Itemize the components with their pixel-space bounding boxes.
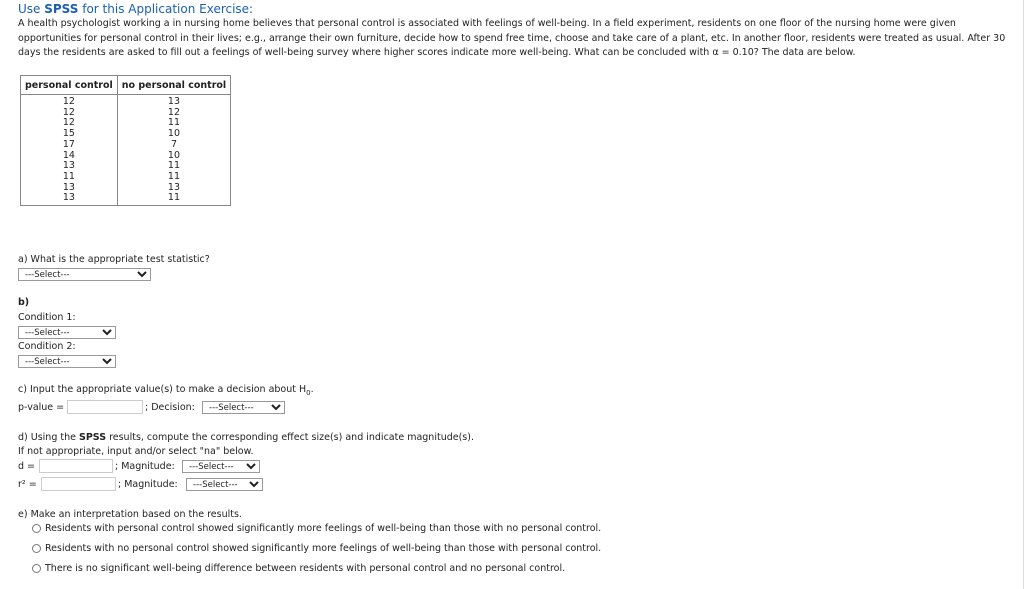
question-a-label: a) What is the appropriate test statistic? — [18, 254, 210, 265]
table-row — [21, 140, 231, 151]
table-row — [21, 151, 231, 162]
exercise-heading — [18, 2, 253, 16]
question-d-suffix: results, compute the corresponding effect size(s) and indicate magnitude(s). — [106, 432, 474, 443]
table-cell: 13 — [117, 183, 230, 194]
decision-label: ; Decision: — [145, 402, 195, 413]
column-header-personal-control: personal control — [21, 76, 118, 95]
table-cell: 11 — [117, 193, 230, 205]
table-cell: 7 — [117, 140, 230, 151]
table-cell: 11 — [117, 118, 230, 129]
interpretation-option-3[interactable]: There is no significant well-being difference between residents with personal control and no personal control. — [45, 563, 566, 574]
table-row — [21, 129, 231, 140]
question-b-label: b) — [18, 297, 30, 308]
condition-1-label: Condition 1: — [18, 312, 76, 323]
condition-1-select[interactable] — [18, 326, 116, 339]
interpretation-radio-3[interactable] — [32, 564, 41, 573]
r-squared-label: r² = — [18, 479, 37, 490]
table-cell: 13 — [21, 161, 118, 172]
interpretation-radio-1[interactable] — [32, 524, 41, 533]
table-cell: 12 — [21, 108, 118, 119]
condition-2-label: Condition 2: — [18, 341, 76, 352]
table-row — [21, 172, 231, 183]
question-d-label — [18, 432, 474, 443]
table-cell: 11 — [117, 172, 230, 183]
decision-select[interactable] — [202, 401, 285, 414]
table-row — [21, 193, 231, 205]
table-cell: 10 — [117, 129, 230, 140]
table-cell: 11 — [117, 161, 230, 172]
table-cell: 13 — [21, 193, 118, 205]
interpretation-option-1[interactable]: Residents with personal control showed significantly more feelings of well-being than those with no personal control. — [45, 523, 602, 534]
table-row — [21, 161, 231, 172]
question-e-label: e) Make an interpretation based on the results. — [18, 509, 242, 520]
r-squared-magnitude-label: ; Magnitude: — [118, 479, 178, 490]
problem-description: A health psychologist working a in nursing home believes that personal control is associated with feelings of well-being. In a field experiment, residents on one floor of the nursing home were given opportunities for personal control in their lives; e.g., arrange their own furniture, decide how to spend free time, choose and take care of a plant, etc. In another floor, residents were treated as usual. After 30 days the residents are asked to fill out a feelings of well-being survey where higher scores indicate more well-being. What can be concluded with α = 0.10? The data are below. — [18, 18, 1006, 58]
heading-prefix: Use — [18, 2, 45, 16]
table-cell: 13 — [21, 183, 118, 194]
column-header-no-personal-control: no personal control — [117, 76, 230, 95]
table-cell: 12 — [21, 95, 118, 108]
question-d-spss: SPSS — [78, 432, 107, 443]
p-value-label: p-value = — [18, 402, 65, 413]
interpretation-radio-2[interactable] — [32, 544, 41, 553]
table-cell: 12 — [21, 118, 118, 129]
question-d-note: If not appropriate, input and/or select "na" below. — [18, 446, 254, 457]
d-magnitude-select[interactable] — [182, 460, 260, 473]
d-input[interactable] — [39, 459, 113, 473]
question-c-text: c) Input the appropriate value(s) to make a decision about H — [18, 384, 307, 395]
p-value-input[interactable] — [67, 400, 143, 414]
table-cell: 13 — [117, 95, 230, 108]
question-d-prefix: d) Using the — [18, 432, 79, 443]
table-row — [21, 95, 231, 108]
h0-subscript: 0 — [306, 388, 311, 397]
table-cell: 12 — [117, 108, 230, 119]
table-row — [21, 108, 231, 119]
condition-2-select[interactable] — [18, 355, 116, 368]
table-cell: 10 — [117, 151, 230, 162]
table-cell: 14 — [21, 151, 118, 162]
interpretation-option-2[interactable]: Residents with no personal control showed significantly more feelings of well-being than those with personal control. — [45, 543, 602, 554]
heading-spss: SPSS — [44, 2, 79, 16]
test-statistic-select[interactable] — [18, 268, 151, 281]
table-cell: 11 — [21, 172, 118, 183]
table-cell: 15 — [21, 129, 118, 140]
d-label: d = — [18, 461, 36, 472]
heading-suffix: for this Application Exercise: — [78, 2, 254, 16]
d-magnitude-label: ; Magnitude: — [115, 461, 175, 472]
r-squared-input[interactable] — [41, 477, 116, 491]
table-cell: 17 — [21, 140, 118, 151]
r-squared-magnitude-select[interactable] — [186, 478, 263, 491]
data-table — [20, 75, 231, 206]
question-c-period: . — [310, 384, 314, 395]
question-c-label — [18, 384, 314, 397]
table-row — [21, 183, 231, 194]
table-row — [21, 118, 231, 129]
